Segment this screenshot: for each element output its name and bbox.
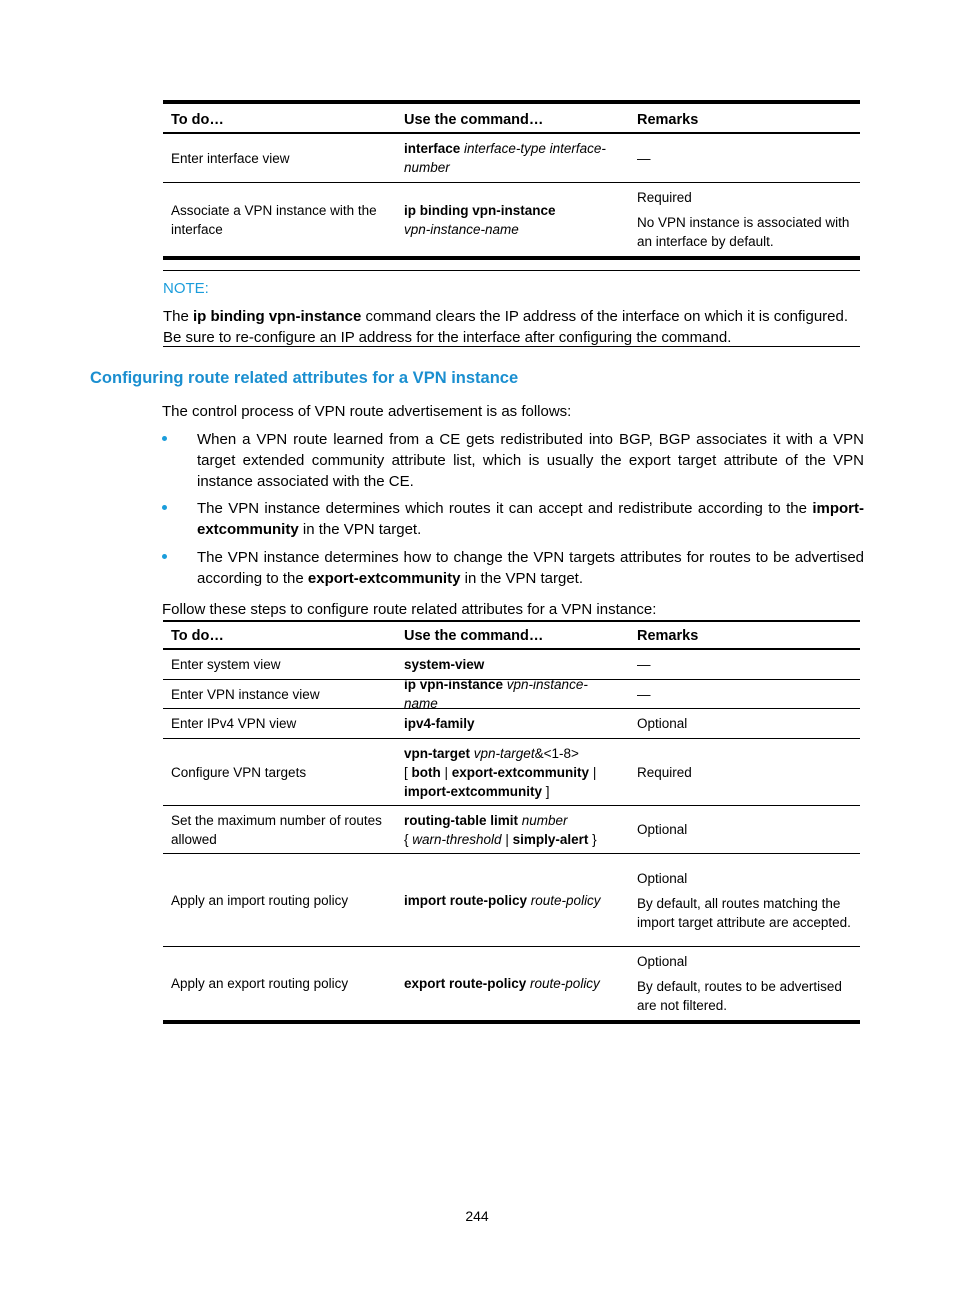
command-argument: interface-type interface-number bbox=[404, 141, 606, 175]
command-argument: route-policy bbox=[530, 892, 601, 908]
header-command: Use the command… bbox=[404, 628, 544, 644]
remarks-cell: — bbox=[637, 150, 651, 166]
remarks-cell: Optional bbox=[637, 716, 688, 731]
remarks-cell: — bbox=[637, 657, 651, 672]
header-command: Use the command… bbox=[404, 112, 544, 128]
todo-cell: Associate a VPN instance with the interface bbox=[171, 202, 377, 237]
command-argument: vpn-instance-name bbox=[404, 221, 519, 237]
table-row bbox=[163, 677, 860, 711]
todo-cell: Enter IPv4 VPN view bbox=[171, 716, 297, 731]
todo-cell: Enter system view bbox=[171, 657, 281, 672]
list-text-end: in the VPN target. bbox=[298, 521, 422, 538]
command-keyword: export-extcommunity bbox=[451, 764, 590, 780]
interface-binding-table bbox=[163, 100, 860, 260]
intro-paragraph: The control process of VPN route advertisement is as follows: bbox=[162, 403, 572, 420]
command-argument: warn-threshold bbox=[412, 831, 502, 847]
command-keyword: ip vpn-instance bbox=[404, 677, 504, 692]
todo-cell: Enter VPN instance view bbox=[171, 686, 320, 702]
command-keyword: import-extcommunity bbox=[404, 783, 543, 799]
list-keyword: import-extcommunity bbox=[197, 500, 864, 538]
list-text-end: in the VPN target. bbox=[460, 570, 584, 587]
list-text-start: The VPN instance determines which routes it can accept and redistribute according to the bbox=[197, 500, 813, 517]
note-text-start: The bbox=[163, 308, 194, 325]
command-cell bbox=[396, 134, 629, 182]
command-argument: route-policy bbox=[530, 976, 600, 991]
command-bracket: } bbox=[588, 831, 597, 847]
list-item bbox=[162, 498, 864, 540]
page-number: 244 bbox=[465, 1208, 489, 1224]
command-keyword: export route-policy bbox=[404, 976, 527, 991]
command-cell bbox=[396, 739, 629, 805]
command-bracket: ] bbox=[542, 783, 550, 799]
remarks-cell bbox=[629, 183, 860, 256]
header-todo: To do… bbox=[171, 628, 224, 644]
table-row bbox=[163, 134, 860, 183]
command-keyword: interface bbox=[404, 141, 461, 156]
bullet-icon bbox=[162, 554, 167, 559]
note-label: NOTE: bbox=[163, 280, 209, 297]
command-cell bbox=[396, 947, 629, 1020]
command-keyword: ip binding vpn-instance bbox=[404, 202, 556, 218]
list-item-text bbox=[197, 498, 864, 540]
todo-cell: Configure VPN targets bbox=[171, 764, 307, 780]
table-header bbox=[163, 622, 860, 650]
remarks-cell: — bbox=[637, 686, 651, 702]
command-keyword: both bbox=[411, 764, 441, 780]
command-cell bbox=[396, 806, 629, 853]
list-item bbox=[162, 547, 864, 589]
command-keyword: system-view bbox=[404, 657, 485, 672]
header-remarks: Remarks bbox=[637, 628, 699, 644]
command-separator: | bbox=[440, 764, 452, 780]
header-todo: To do… bbox=[171, 112, 224, 128]
list-keyword: export-extcommunity bbox=[307, 570, 461, 587]
command-keyword: routing-table limit bbox=[404, 812, 518, 828]
header-remarks: Remarks bbox=[637, 112, 699, 128]
command-keyword: vpn-target bbox=[404, 745, 471, 761]
command-separator: | bbox=[589, 764, 597, 780]
todo-cell: Set the maximum number of routes allowed bbox=[171, 812, 382, 847]
remarks-line: No VPN instance is associated with an interface by default. bbox=[637, 215, 850, 249]
table-row bbox=[163, 183, 860, 257]
note-command: ip binding vpn-instance bbox=[193, 308, 362, 325]
remarks-line: Required bbox=[637, 190, 692, 205]
command-cell bbox=[396, 854, 629, 946]
remarks-cell bbox=[629, 854, 860, 946]
command-cell bbox=[396, 677, 629, 711]
remarks-line: By default, routes to be advertised are not filtered. bbox=[637, 979, 842, 1013]
command-suffix: &<1-8> bbox=[534, 745, 579, 761]
command-cell bbox=[396, 183, 629, 256]
remarks-cell: Required bbox=[637, 764, 692, 780]
steps-intro: Follow these steps to configure route related attributes for a VPN instance: bbox=[162, 601, 657, 618]
section-heading: Configuring route related attributes for a VPN instance bbox=[90, 369, 519, 387]
command-bracket: [ bbox=[404, 764, 412, 780]
command-argument: vpn-target bbox=[473, 745, 535, 761]
route-attributes-table bbox=[163, 620, 860, 1024]
command-separator: | bbox=[501, 831, 513, 847]
remarks-line: Optional bbox=[637, 954, 688, 969]
command-cell bbox=[396, 709, 629, 738]
list-item bbox=[162, 429, 864, 492]
table-row bbox=[163, 709, 860, 739]
remarks-cell: Optional bbox=[637, 822, 688, 837]
list-item-text bbox=[197, 547, 864, 589]
bullet-icon bbox=[162, 505, 167, 510]
command-argument: number bbox=[521, 812, 568, 828]
todo-cell: Enter interface view bbox=[171, 150, 290, 166]
list-item-text: When a VPN route learned from a CE gets redistributed into BGP, BGP associates it with a VPN target extended community attribute list, which is usually the export target attribute of the VPN instance associated with the CE. bbox=[197, 431, 864, 490]
table-row bbox=[163, 739, 860, 806]
table-row bbox=[163, 806, 860, 854]
command-keyword: simply-alert bbox=[512, 831, 589, 847]
remarks-line: Optional bbox=[637, 870, 688, 886]
note-text bbox=[163, 306, 860, 348]
bullet-icon bbox=[162, 436, 167, 441]
command-keyword: ipv4-family bbox=[404, 716, 475, 731]
command-bracket: { bbox=[404, 831, 413, 847]
todo-cell: Apply an import routing policy bbox=[171, 892, 349, 908]
table-header bbox=[163, 104, 860, 134]
todo-cell: Apply an export routing policy bbox=[171, 976, 349, 991]
note-box bbox=[163, 270, 860, 347]
list-text-start: The VPN instance determines how to change the VPN targets attributes for routes to be advertised according to the bbox=[197, 549, 864, 587]
note-text-end: command clears the IP address of the interface on which it is configured. Be sure to re-configure an IP address for the interface after configuring the command. bbox=[163, 308, 849, 346]
command-keyword: import route-policy bbox=[404, 892, 528, 908]
table-row bbox=[163, 947, 860, 1021]
command-argument: vpn-instance-name bbox=[404, 677, 588, 711]
remarks-cell bbox=[629, 947, 860, 1020]
remarks-line: By default, all routes matching the import target attribute are accepted. bbox=[637, 895, 851, 930]
table-row bbox=[163, 854, 860, 947]
